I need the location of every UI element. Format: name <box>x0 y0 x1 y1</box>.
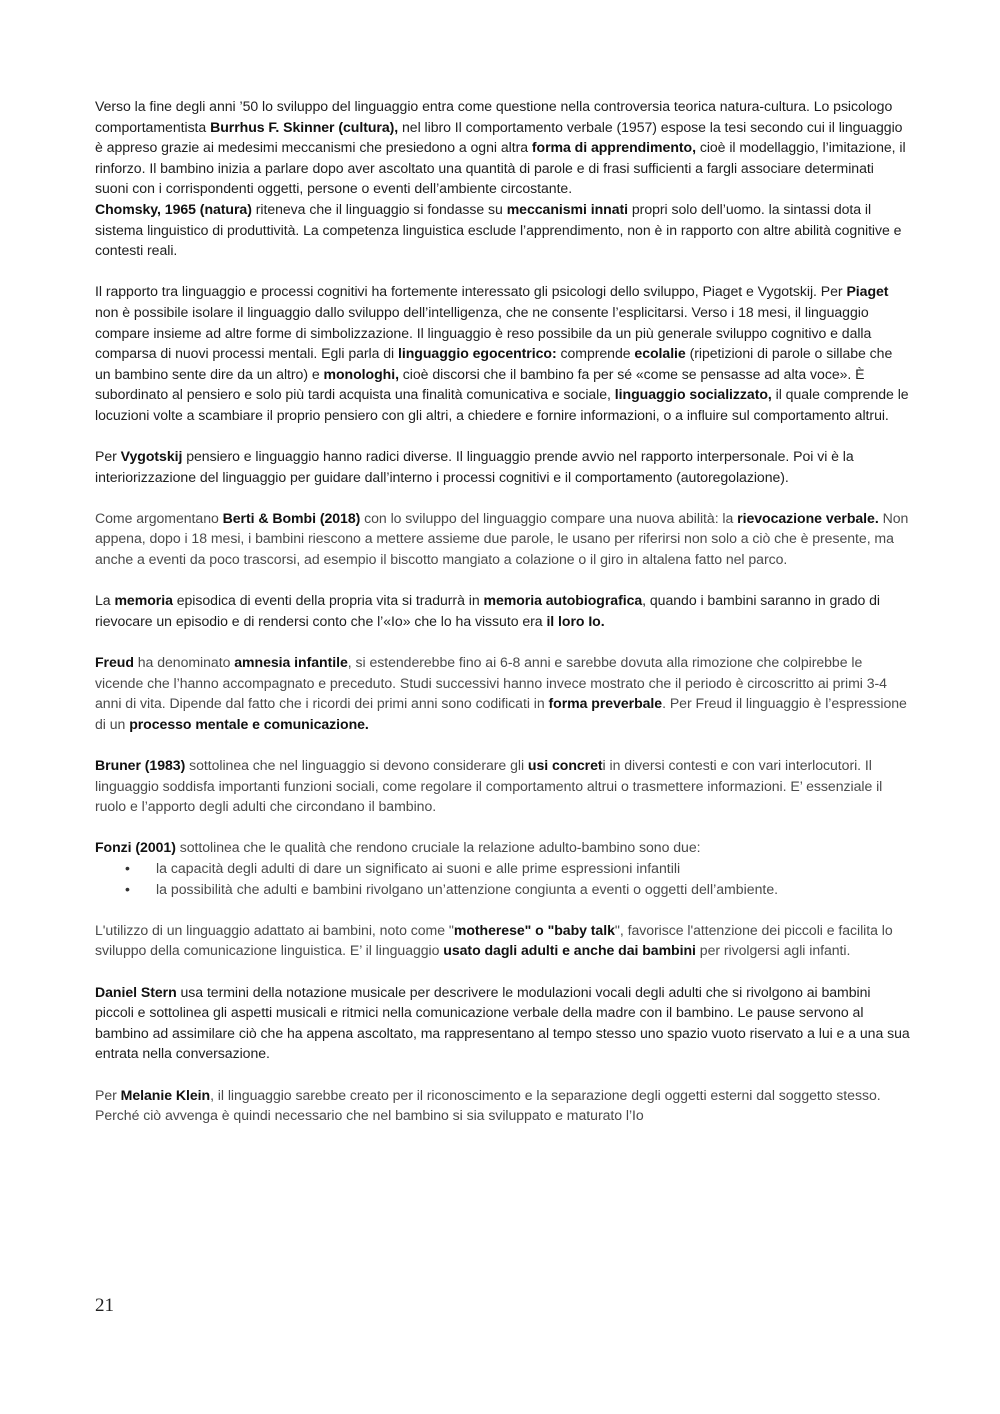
paragraph-fonzi <box>95 837 910 858</box>
bold-term: linguaggio socializzato, <box>614 386 772 403</box>
paragraph-memoria <box>95 590 910 631</box>
text-run: Per <box>95 448 121 465</box>
bold-term: forma di apprendimento, <box>531 139 696 156</box>
paragraph-piaget <box>95 281 910 425</box>
text-run: , il linguaggio sarebbe creato per il riconoscimento e la separazione degli oggetti esterni dal soggetto stesso. Perché ciò avvenga è quindi necessario che nel bambino si sia sviluppato e maturato l’Io <box>95 1086 881 1124</box>
text-run: i in diversi contesti e con vari interlocutori. Il linguaggio soddisfa importanti funzioni sociali, come regolare il comportamento altrui o trasmettere informazioni. E’ essenziale il ruolo e l’apporto degli adulti che circondano il bambino. <box>95 757 883 815</box>
text-run: pensiero e linguaggio hanno radici diverse. Il linguaggio prende avvio nel rapporto interpersonale. Poi vi è la interiorizzazione del linguaggio per guidare dall’interno i processi cognitivi e il comportamento (autoregolazione). <box>95 448 854 485</box>
bold-term: Berti & Bombi (2018) <box>222 509 361 526</box>
bold-term: Melanie Klein <box>120 1086 211 1103</box>
bold-term: forma preverbale <box>548 695 663 712</box>
paragraph-freud <box>95 652 910 734</box>
bold-term: Piaget <box>846 283 889 300</box>
bold-term: memoria <box>114 592 173 609</box>
text-run: ha denominato <box>133 654 235 671</box>
bold-term: amnesia infantile <box>234 654 348 671</box>
text-run: ", favorisce l'attenzione dei piccoli e facilita lo sviluppo della comunicazione linguistica. E’ il linguaggio <box>95 921 893 959</box>
paragraph-berti-bombi <box>95 508 910 570</box>
text-run: sottolinea che le qualità che rendono cruciale la relazione adulto-bambino sono due: <box>175 839 701 856</box>
document-body <box>95 96 910 1146</box>
text-run: Il rapporto tra linguaggio e processi cognitivi ha fortemente interessato gli psicologi dello sviluppo, Piaget e Vygotskij. Per <box>95 283 847 300</box>
paragraph-chomsky <box>95 199 910 261</box>
bold-term: Daniel Stern <box>95 983 177 1000</box>
text-run: L'utilizzo di un linguaggio adattato ai bambini, noto come " <box>95 921 454 938</box>
text-run: con lo sviluppo del linguaggio compare una nuova abilità: la <box>360 509 738 526</box>
bold-term: meccanismi innati <box>506 200 629 217</box>
text-run: cioè discorsi che il bambino fa per sé «come se pensasse ad alta voce». È subordinato al pensiero e solo più tardi acquista una finalità comunicativa e sociale, <box>95 365 865 403</box>
bold-term: il loro Io. <box>546 612 605 629</box>
text-run: non è possibile isolare il linguaggio dallo sviluppo dell’intelligenza, che ne consente l’esplicitarsi. Verso i 18 mesi, il linguaggio compare insieme ad altre forme di simbolizzazione. Il linguaggio è reso possibile da un più generale sviluppo cognitivo e dalla comparsa di nuovi processi mentali. Egli parla di <box>95 303 872 362</box>
text-run: Non appena, dopo i 18 mesi, i bambini riescono a mettere assieme due parole, le usano per riferirsi non solo a ciò che è presente, ma anche a eventi da poco trascorsi, ad esempio il biscotto mangiato a colazione o il giro in altalena fatto nel parco. <box>95 509 909 568</box>
text-run: episodica di eventi della propria vita si tradurrà in <box>172 592 484 609</box>
bold-term: Burrhus F. Skinner (cultura), <box>210 118 399 135</box>
paragraph-bruner <box>95 755 910 817</box>
text-run: sottolinea che nel linguaggio si devono considerare gli <box>185 757 528 773</box>
text-run: cioè il modellaggio, l’imitazione, il rinforzo. Il bambino inizia a parlare dopo aver ascoltato una quantità di parole e di frasi sufficienti a fargli associare determinati suoni con i corrispondenti oggetti, persone o eventi dell’ambiente circostante. <box>95 139 906 197</box>
bold-term: processo mentale e comunicazione. <box>129 715 369 732</box>
bold-term: motherese" o "baby talk <box>453 921 615 938</box>
bold-term: usi concret <box>527 757 603 773</box>
text-run: comprende <box>556 345 635 362</box>
bullet-list <box>95 858 910 899</box>
text-run: , quando i bambini saranno in grado di rievocare un episodio e di rendersi conto che l’«Io» che lo ha vissuto era <box>95 592 881 629</box>
bold-term: linguaggio egocentrico: <box>398 345 557 362</box>
text-run: , si estenderebbe fino ai 6-8 anni e sarebbe dovuta alla rimozione che colpirebbe le vicende che l’hanno accompagnato e preceduto. Studi successivi hanno invece mostrato che il periodo è circoscritto ai primi 3-4 anni di vita. Dipende dal fatto che i ricordi dei primi anni sono codificati in <box>95 654 887 712</box>
text-run: nel libro Il comportamento verbale (1957) espose la tesi secondo cui il linguaggio è appreso grazie ai medesimi meccanismi che presiedono a ogni altra <box>95 118 903 156</box>
text-run: (ripetizioni di parole o sillabe che un bambino sente dire da un altro) e <box>95 345 893 382</box>
bold-term: Chomsky, 1965 (natura) <box>95 200 252 217</box>
paragraph-motherese <box>95 920 910 961</box>
bold-term: Vygotskij <box>120 448 183 465</box>
text-run: Verso la fine degli anni ’50 lo sviluppo del linguaggio entra come questione nella controversia teorica natura-cultura. Lo psicologo comportamentista <box>95 98 893 135</box>
text-run: . Per Freud il linguaggio è l’espressione di un <box>95 695 907 732</box>
paragraph-stern <box>95 982 910 1064</box>
bold-term: Bruner (1983) <box>95 757 186 773</box>
bold-term: ecolalie <box>634 345 686 362</box>
bold-term: monologhi, <box>323 365 399 382</box>
text-run: Come argomentano <box>95 509 223 526</box>
bold-term: memoria autobiografica <box>483 592 643 609</box>
text-run: il quale comprende le locuzioni volte a scambiare il proprio pensiero con gli altri, a chiedere e fornire informazioni, o a influire sul comportamento altrui. <box>95 386 909 423</box>
bullet-item: • la capacità degli adulti di dare un significato ai suoni e alle prime espressioni infantili <box>95 858 910 879</box>
paragraph-skinner <box>95 96 910 199</box>
bullet-item: • la possibilità che adulti e bambini rivolgano un’attenzione congiunta a eventi o oggetti dell’ambiente. <box>95 879 910 900</box>
text-run: Per <box>95 1086 121 1103</box>
text-run: usa termini della notazione musicale per descrivere le modulazioni vocali degli adulti che si rivolgono ai bambini piccoli e sottolinea gli aspetti musicali e ritmici nella comunicazione verbale della madre con il bambino. Le pause servono al bambino ad assimilare ciò che ha appena ascoltato, ma rappresentano al tempo stesso uno spazio vuoto riservato a lui e a una sua entrata nella conversazione. <box>95 983 910 1062</box>
text-run: propri solo dell’uomo. la sintassi dota il sistema linguistico di produttività. La competenza linguistica esclude l’apprendimento, non è in rapporto con altre abilità cognitive e contesti reali. <box>95 200 902 259</box>
bold-term: usato dagli adulti e anche dai bambini <box>443 942 696 959</box>
paragraph-klein <box>95 1085 910 1126</box>
paragraph-vygotskij <box>95 446 910 487</box>
text-run: per rivolgersi agli infanti. <box>695 942 851 959</box>
bold-term: rievocazione verbale. <box>737 509 879 526</box>
page-number: 21 <box>95 1295 114 1316</box>
bold-term: Fonzi (2001) <box>95 839 176 856</box>
bold-term: Freud <box>95 654 134 671</box>
text-run: riteneva che il linguaggio si fondasse su <box>251 200 507 217</box>
text-run: La <box>95 592 115 609</box>
